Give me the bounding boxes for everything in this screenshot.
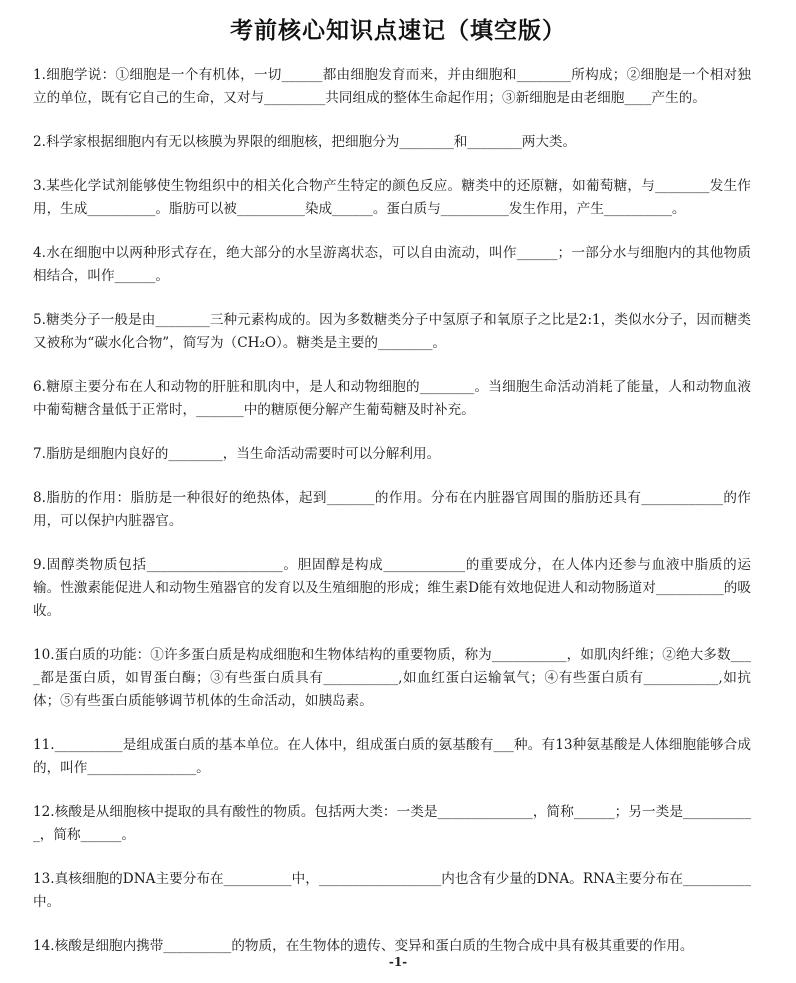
question-item: 13.真核细胞的DNA主要分布在__________中，__________________内也含有少量的DNA。RNA主要分布在__________中。 <box>33 871 751 910</box>
question-item: 11.__________是组成蛋白质的基本单位。在人体中，组成蛋白质的氨基酸有___种。有13种氨基酸是人体细胞能够合成的，叫作________________。 <box>33 737 751 776</box>
question-item: 4.水在细胞中以两种形式存在，绝大部分的水呈游离状态，可以自由流动，叫作______；一部分水与细胞内的其他物质相结合，叫作______。 <box>33 245 751 284</box>
question-item: 14.核酸是细胞内携带__________的物质，在生物体的遗传、变异和蛋白质的生物合成中具有极其重要的作用。 <box>33 938 694 954</box>
question-item: 8.脂肪的作用：脂肪是一种很好的绝热体，起到_______的作用。分布在内脏器官周围的脂肪还具有____________的作用，可以保护内脏器官。 <box>33 490 751 529</box>
page-number: -1- <box>388 955 408 969</box>
question-item: 7.脂肪是细胞内良好的________，当生命活动需要时可以分解利用。 <box>33 446 441 462</box>
question-item: 12.核酸是从细胞核中提取的具有酸性的物质。包括两大类：一类是______________，简称______；另一类是___________，简称______。 <box>33 804 751 843</box>
question-item: 3.某些化学试剂能够使生物组织中的相关化合物产生特定的颜色反应。糖类中的还原糖，如葡萄糖，与________发生作用，生成__________。脂肪可以被__________染成______。蛋白质与__________发生作用，产生__________。 <box>33 178 751 217</box>
question-list <box>33 64 751 979</box>
page-title: 考前核心知识点速记（填空版） <box>230 18 566 44</box>
question-item: 5.糖类分子一般是由________三种元素构成的。因为多数糖类分子中氢原子和氧原子之比是2:1，类似水分子，因而糖类又被称为“碳水化合物”，简写为（CH₂O）。糖类是主要的________。 <box>33 312 751 351</box>
question-item: 9.固醇类物质包括____________________。胆固醇是构成____________的重要成分，在人体内还参与血液中脂质的运输。性激素能促进人和动物生殖器官的发育以及生殖细胞的形成；维生素D能有效地促进人和动物肠道对__________的吸收。 <box>33 557 751 619</box>
question-item: 2.科学家根据细胞内有无以核膜为界限的细胞核，把细胞分为________和________两大类。 <box>33 134 577 150</box>
question-item: 6.糖原主要分布在人和动物的肝脏和肌肉中，是人和动物细胞的________。当细胞生命活动消耗了能量，人和动物血液中葡萄糖含量低于正常时，_______中的糖原便分解产生葡萄糖及时补充。 <box>33 379 751 418</box>
question-item: 1.细胞学说：①细胞是一个有机体，一切______都由细胞发育而来，并由细胞和________所构成；②细胞是一个相对独立的单位，既有它自己的生命，又对与_________共同组成的整体生命起作用；③新细胞是由老细胞____产生的。 <box>33 67 751 106</box>
question-item: 10.蛋白质的功能：①许多蛋白质是构成细胞和生物体结构的重要物质，称为___________，如肌肉纤维；②绝大多数____都是蛋白质，如胃蛋白酶；③有些蛋白质具有___________,如血红蛋白运输氧气；④有些蛋白质有___________,如抗体；⑤有些蛋白质能够调节机体的生命活动，如胰岛素。 <box>33 647 751 709</box>
